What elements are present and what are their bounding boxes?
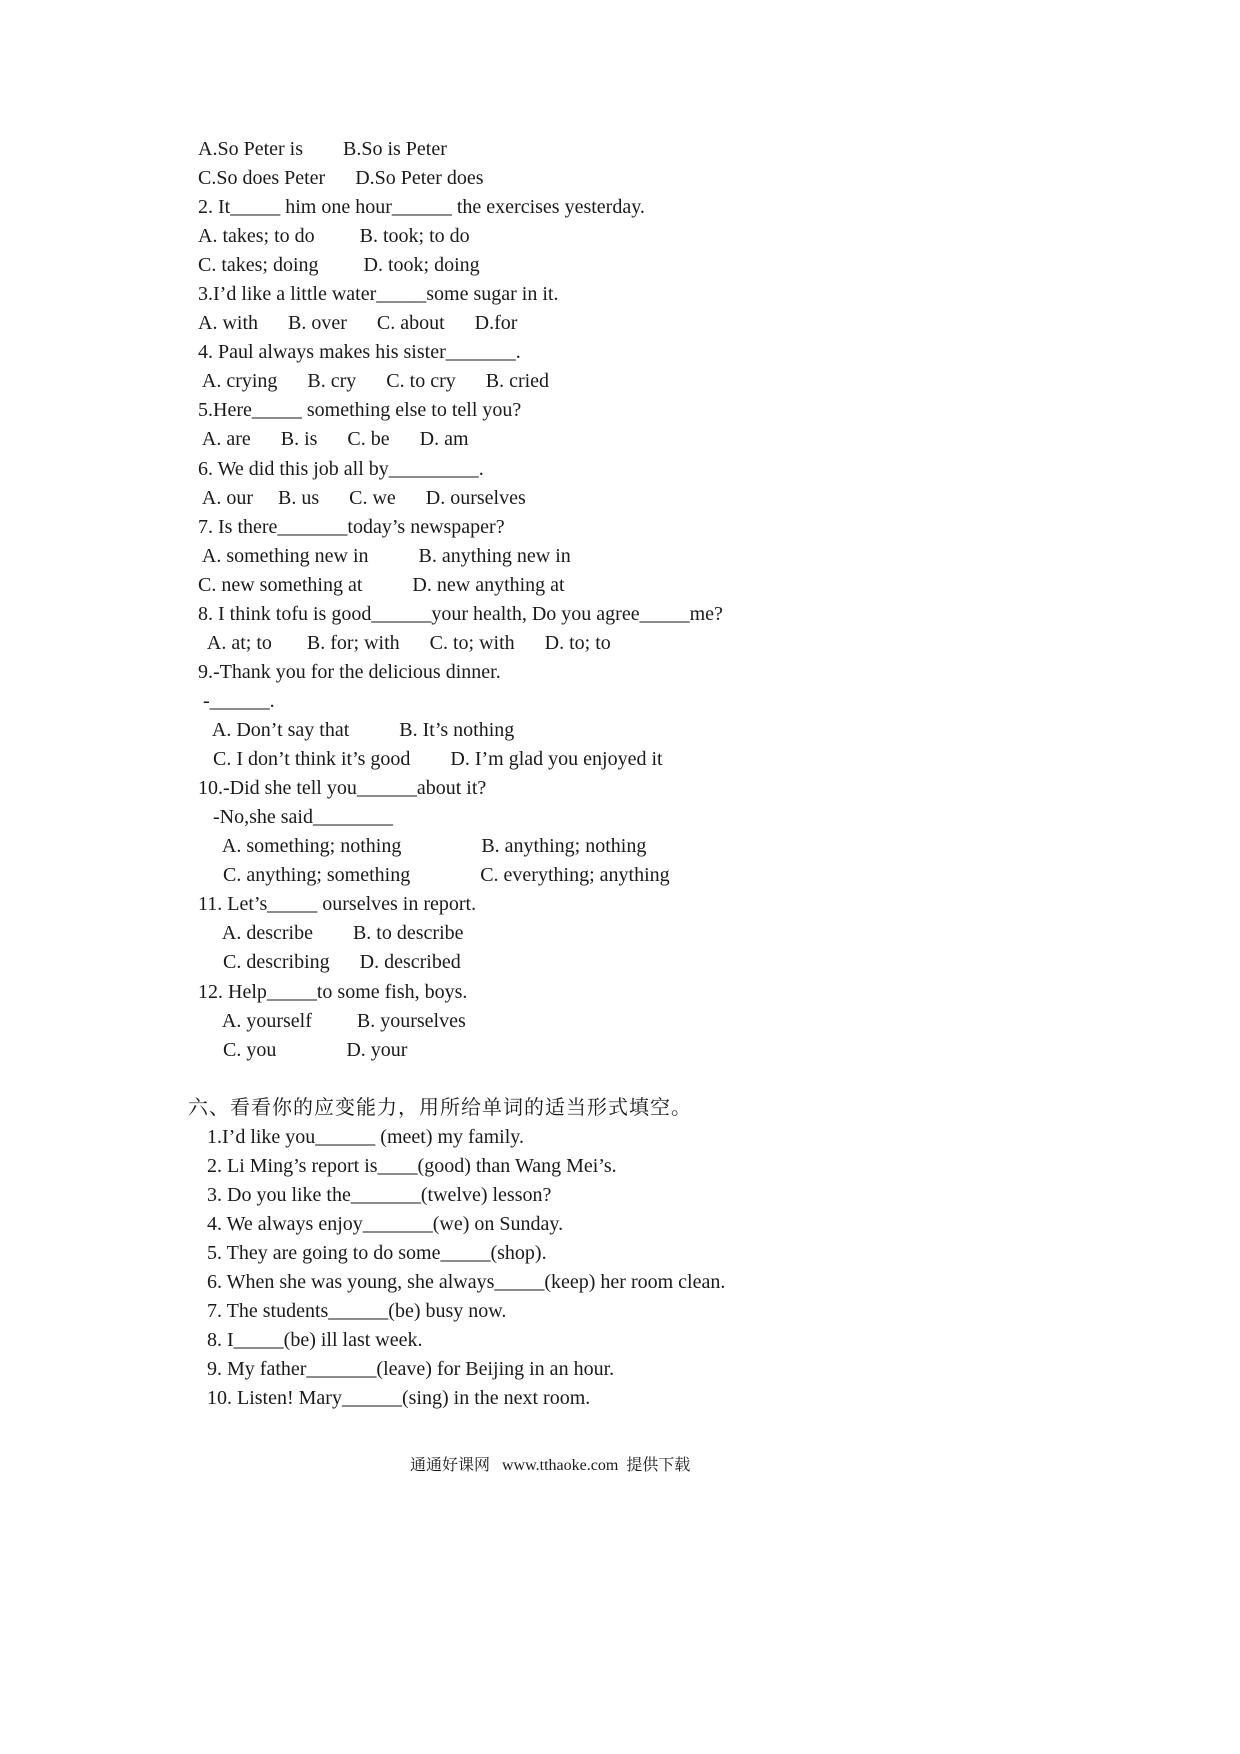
q9-reply: -______. — [198, 690, 275, 712]
q11-options-ab: A. describe B. to describe — [198, 922, 464, 944]
s6-item-10: 10. Listen! Mary______(sing) in the next room. — [207, 1387, 591, 1409]
q5-stem: 5.Here_____ something else to tell you? — [198, 399, 522, 421]
q3-stem: 3.I’d like a little water_____some sugar in it. — [198, 283, 559, 305]
q7-stem: 7. Is there_______today’s newspaper? — [198, 516, 505, 538]
q12-stem: 12. Help_____to some fish, boys. — [198, 981, 468, 1003]
q11-options-cd: C. describing D. described — [198, 951, 461, 973]
q10-options-cd: C. anything; something C. everything; anything — [198, 864, 670, 886]
q6-options: A. our B. us C. we D. ourselves — [198, 487, 526, 509]
q1-options-ab: A.So Peter is B.So is Peter — [198, 138, 447, 160]
q7-options-ab: A. something new in B. anything new in — [198, 545, 571, 567]
q12-options-cd: C. you D. your — [198, 1039, 408, 1061]
q4-options: A. crying B. cry C. to cry B. cried — [198, 370, 550, 392]
q9-options-cd: C. I don’t think it’s good D. I’m glad you enjoyed it — [198, 748, 663, 770]
q10-options-ab: A. something; nothing B. anything; nothing — [198, 835, 647, 857]
q2-options-ab: A. takes; to do B. took; to do — [198, 225, 470, 247]
s6-item-3: 3. Do you like the_______(twelve) lesson? — [207, 1184, 552, 1206]
q10-stem: 10.-Did she tell you______about it? — [198, 777, 487, 799]
q3-options: A. with B. over C. about D.for — [198, 312, 518, 334]
q2-options-cd: C. takes; doing D. took; doing — [198, 254, 480, 276]
section6-heading: 六、看看你的应变能力，用所给单词的适当形式填空。 — [188, 1097, 692, 1119]
q6-stem: 6. We did this job all by_________. — [198, 458, 484, 480]
q5-options: A. are B. is C. be D. am — [198, 428, 469, 450]
s6-item-6: 6. When she was young, she always_____(keep) her room clean. — [207, 1271, 726, 1293]
q7-options-cd: C. new something at D. new anything at — [198, 574, 565, 596]
s6-item-2: 2. Li Ming’s report is____(good) than Wang Mei’s. — [207, 1155, 617, 1177]
q11-stem: 11. Let’s_____ ourselves in report. — [198, 893, 477, 915]
page-footer: 通通好课网 www.tthaoke.com 提供下载 — [410, 1457, 691, 1474]
s6-item-7: 7. The students______(be) busy now. — [207, 1300, 507, 1322]
q2-stem: 2. It_____ him one hour______ the exercises yesterday. — [198, 196, 645, 218]
s6-item-9: 9. My father_______(leave) for Beijing in an hour. — [207, 1358, 615, 1380]
q1-options-cd: C.So does Peter D.So Peter does — [198, 167, 484, 189]
s6-item-5: 5. They are going to do some_____(shop). — [207, 1242, 547, 1264]
q12-options-ab: A. yourself B. yourselves — [198, 1010, 466, 1032]
q9-stem: 9.-Thank you for the delicious dinner. — [198, 661, 501, 683]
q8-stem: 8. I think tofu is good______your health, Do you agree_____me? — [198, 603, 723, 625]
q10-reply: -No,she said________ — [198, 806, 393, 828]
q4-stem: 4. Paul always makes his sister_______. — [198, 341, 521, 363]
q9-options-ab: A. Don’t say that B. It’s nothing — [198, 719, 515, 741]
s6-item-1: 1.I’d like you______ (meet) my family. — [207, 1126, 524, 1148]
s6-item-8: 8. I_____(be) ill last week. — [207, 1329, 423, 1351]
q8-options: A. at; to B. for; with C. to; with D. to; to — [198, 632, 611, 654]
s6-item-4: 4. We always enjoy_______(we) on Sunday. — [207, 1213, 564, 1235]
